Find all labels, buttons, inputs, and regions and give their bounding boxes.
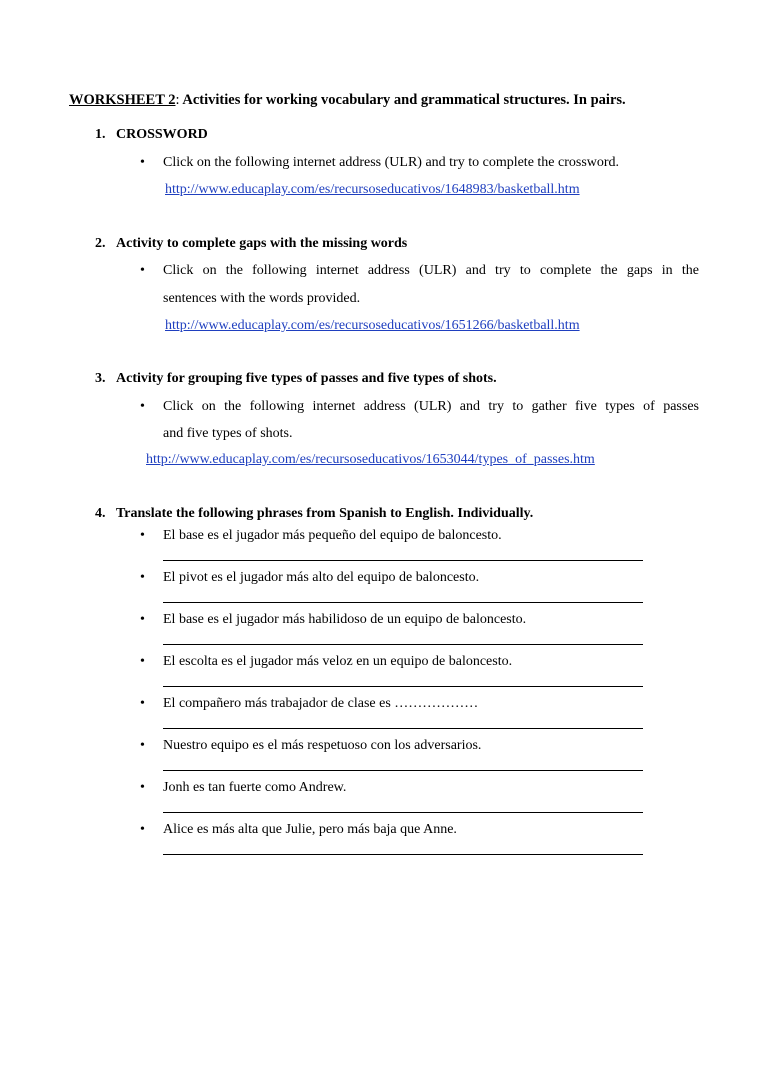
bullet-icon: • (140, 738, 145, 753)
phrase-2: El pivot es el jugador más alto del equipo de baloncesto. (163, 570, 480, 585)
section-3-link[interactable]: http://www.educaplay.com/es/recursoseducativos/1653044/types_of_passes.htm (146, 452, 595, 467)
answer-line-6[interactable] (163, 770, 643, 771)
section-1-instruction: Click on the following internet address (ULR) and try to complete the crossword. (163, 155, 620, 170)
section-heading-text: CROSSWORD (116, 127, 208, 142)
section-2-instruction-line1: Click on the following internet address (ULR) and try to complete the gaps in the (163, 263, 699, 278)
section-1-link[interactable]: http://www.educaplay.com/es/recursoseducativos/1648983/basketball.htm (165, 182, 580, 197)
bullet-icon: • (140, 780, 145, 795)
bullet-icon: • (140, 612, 145, 627)
bullet-icon: • (140, 570, 145, 585)
section-heading-text: Translate the following phrases from Spanish to English. Individually. (116, 506, 534, 521)
bullet-icon: • (140, 654, 145, 669)
section-number: 3. (95, 371, 106, 386)
answer-line-2[interactable] (163, 602, 643, 603)
section-3-instruction-line2: and five types of shots. (163, 426, 293, 441)
section-2-link[interactable]: http://www.educaplay.com/es/recursoseducativos/1651266/basketball.htm (165, 318, 580, 333)
answer-line-5[interactable] (163, 728, 643, 729)
bullet-icon: • (140, 822, 145, 837)
phrase-1: El base es el jugador más pequeño del equipo de baloncesto. (163, 528, 502, 543)
section-number: 2. (95, 236, 106, 251)
title-colon: : (175, 92, 180, 108)
phrase-4: El escolta es el jugador más veloz en un equipo de baloncesto. (163, 654, 513, 669)
section-2-instruction-line2: sentences with the words provided. (163, 291, 361, 306)
section-2-heading (95, 236, 407, 252)
bullet-icon: • (140, 696, 145, 711)
worksheet-title (69, 92, 626, 109)
section-number: 4. (95, 506, 106, 521)
answer-line-1[interactable] (163, 560, 643, 561)
phrase-3: El base es el jugador más habilidoso de un equipo de baloncesto. (163, 612, 527, 627)
phrase-5: El compañero más trabajador de clase es ……………… (163, 696, 479, 711)
section-1-heading (95, 127, 208, 143)
phrase-7: Jonh es tan fuerte como Andrew. (163, 780, 347, 795)
section-heading-text: Activity for grouping five types of passes and five types of shots. (116, 371, 497, 386)
title-text: Activities for working vocabulary and grammatical structures. In pairs. (179, 92, 626, 108)
phrase-8: Alice es más alta que Julie, pero más baja que Anne. (163, 822, 457, 837)
section-3-instruction-line1: Click on the following internet address (ULR) and try to gather five types of passes (163, 399, 699, 414)
answer-line-4[interactable] (163, 686, 643, 687)
section-number: 1. (95, 127, 106, 142)
worksheet-label: WORKSHEET 2 (69, 92, 176, 108)
answer-line-3[interactable] (163, 644, 643, 645)
answer-line-8[interactable] (163, 854, 643, 855)
section-3-heading (95, 371, 497, 387)
answer-line-7[interactable] (163, 812, 643, 813)
section-heading-text: Activity to complete gaps with the missing words (116, 236, 408, 251)
bullet-icon: • (140, 263, 145, 278)
bullet-icon: • (140, 399, 145, 414)
phrase-6: Nuestro equipo es el más respetuoso con los adversarios. (163, 738, 482, 753)
bullet-icon: • (140, 528, 145, 543)
section-4-heading (95, 506, 533, 522)
bullet-icon: • (140, 155, 145, 170)
